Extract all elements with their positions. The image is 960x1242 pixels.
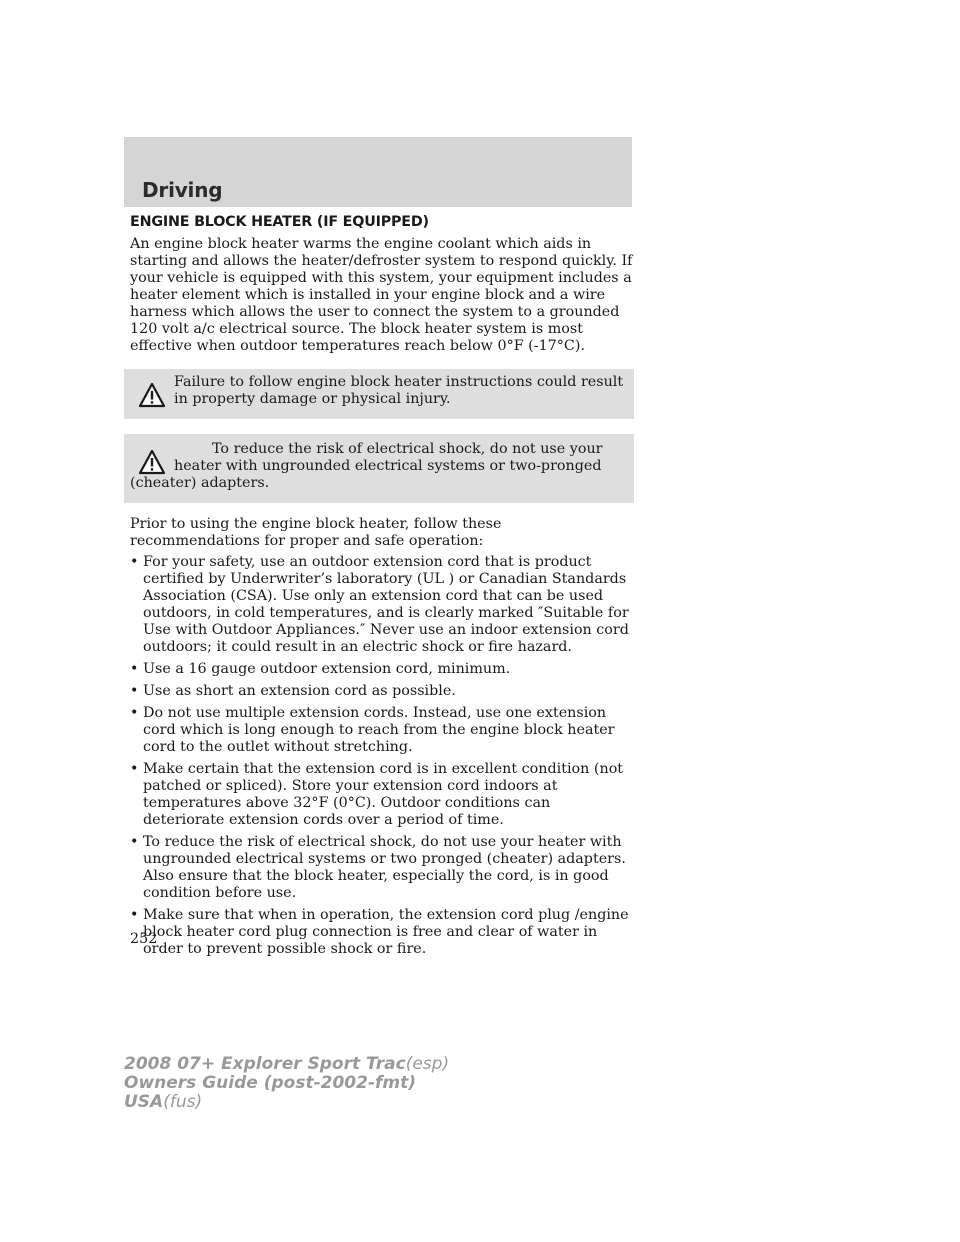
list-item-text: Make certain that the extension cord is in excellent condition (not patched or spliced). Store your extension cord indoors at temperatures above 32°F (0°C). Outdoor conditions can deteriorate extension cords over a period of time.	[143, 761, 624, 828]
warning-triangle-icon	[138, 382, 166, 408]
page-content	[130, 214, 634, 963]
list-item-text: To reduce the risk of electrical shock, do not use your heater with ungrounded electrical systems or two pronged (cheater) adapters. Also ensure that the block heater, especially the cord, is in good condition before use.	[143, 834, 626, 901]
list-item	[130, 554, 634, 656]
recommendations-list	[130, 554, 634, 958]
bullet-marker: •	[130, 661, 139, 677]
list-item	[130, 705, 634, 756]
list-item-text: For your safety, use an outdoor extension cord that is product certified by Underwriter’s laboratory (UL ) or Canadian Standards Association (CSA). Use only an extension cord that can be used outdoors, in cold temperatures, and is clearly marked ″Suitable for Use with Outdoor Appliances.″ Never use an indoor extension cord outdoors; it could result in an electric shock or fire hazard.	[143, 554, 629, 655]
bullet-marker: •	[130, 761, 139, 777]
warning-box	[124, 369, 634, 419]
footer-line-3	[124, 1093, 449, 1112]
section-header-band	[124, 137, 632, 207]
list-item-text: Use a 16 gauge outdoor extension cord, minimum.	[143, 661, 511, 677]
bullet-marker: •	[130, 705, 139, 721]
bullet-marker: •	[130, 683, 139, 699]
bullet-marker: •	[130, 834, 139, 850]
warning-text: To reduce the risk of electrical shock, do not use your heater with ungrounded electrical systems or two-pronged (cheater) adapters.	[130, 441, 603, 491]
bullet-marker: •	[130, 907, 139, 923]
list-item	[130, 661, 634, 678]
list-item-text: Make sure that when in operation, the extension cord plug /engine block heater cord plug connection is free and clear of water in order to prevent possible shock or fire.	[143, 907, 629, 957]
intro-paragraph: An engine block heater warms the engine coolant which aids in starting and allows the heater/defroster system to respond quickly. If your vehicle is equipped with this system, your equipment includes a heater element which is installed in your engine block and a wire harness which allows the user to connect the system to a grounded 120 volt a/c electrical source. The block heater system is most effective when outdoor temperatures reach below 0°F (-17°C).	[130, 236, 633, 354]
page-number: 252	[130, 931, 158, 947]
recommendations-intro: Prior to using the engine block heater, follow these recommendations for proper and safe operation:	[130, 516, 502, 549]
bullet-marker: •	[130, 554, 139, 570]
footer-line-2: Owners Guide (post-2002-fmt)	[124, 1073, 417, 1093]
section-title: Driving	[142, 178, 223, 202]
list-item	[130, 907, 634, 958]
list-item	[130, 834, 634, 902]
list-item	[130, 761, 634, 829]
footer-model-code: (esp)	[405, 1054, 450, 1074]
footer-line-1	[124, 1055, 449, 1074]
list-item-text: Do not use multiple extension cords. Instead, use one extension cord which is long enough to reach from the engine block heater cord to the outlet without stretching.	[143, 705, 615, 755]
footer-model: 2008 07+ Explorer Sport Trac	[124, 1054, 406, 1074]
list-item-text: Use as short an extension cord as possible.	[143, 683, 456, 699]
section-heading: ENGINE BLOCK HEATER (IF EQUIPPED)	[130, 214, 429, 230]
warning-box	[124, 434, 634, 503]
warning-text: Failure to follow engine block heater instructions could result in property damage or physical injury.	[174, 374, 624, 407]
footer-market: USA	[124, 1092, 164, 1112]
footer-market-code: (fus)	[163, 1092, 203, 1112]
warning-triangle-icon	[138, 449, 166, 475]
list-item	[130, 683, 634, 700]
document-footer	[124, 1055, 449, 1112]
